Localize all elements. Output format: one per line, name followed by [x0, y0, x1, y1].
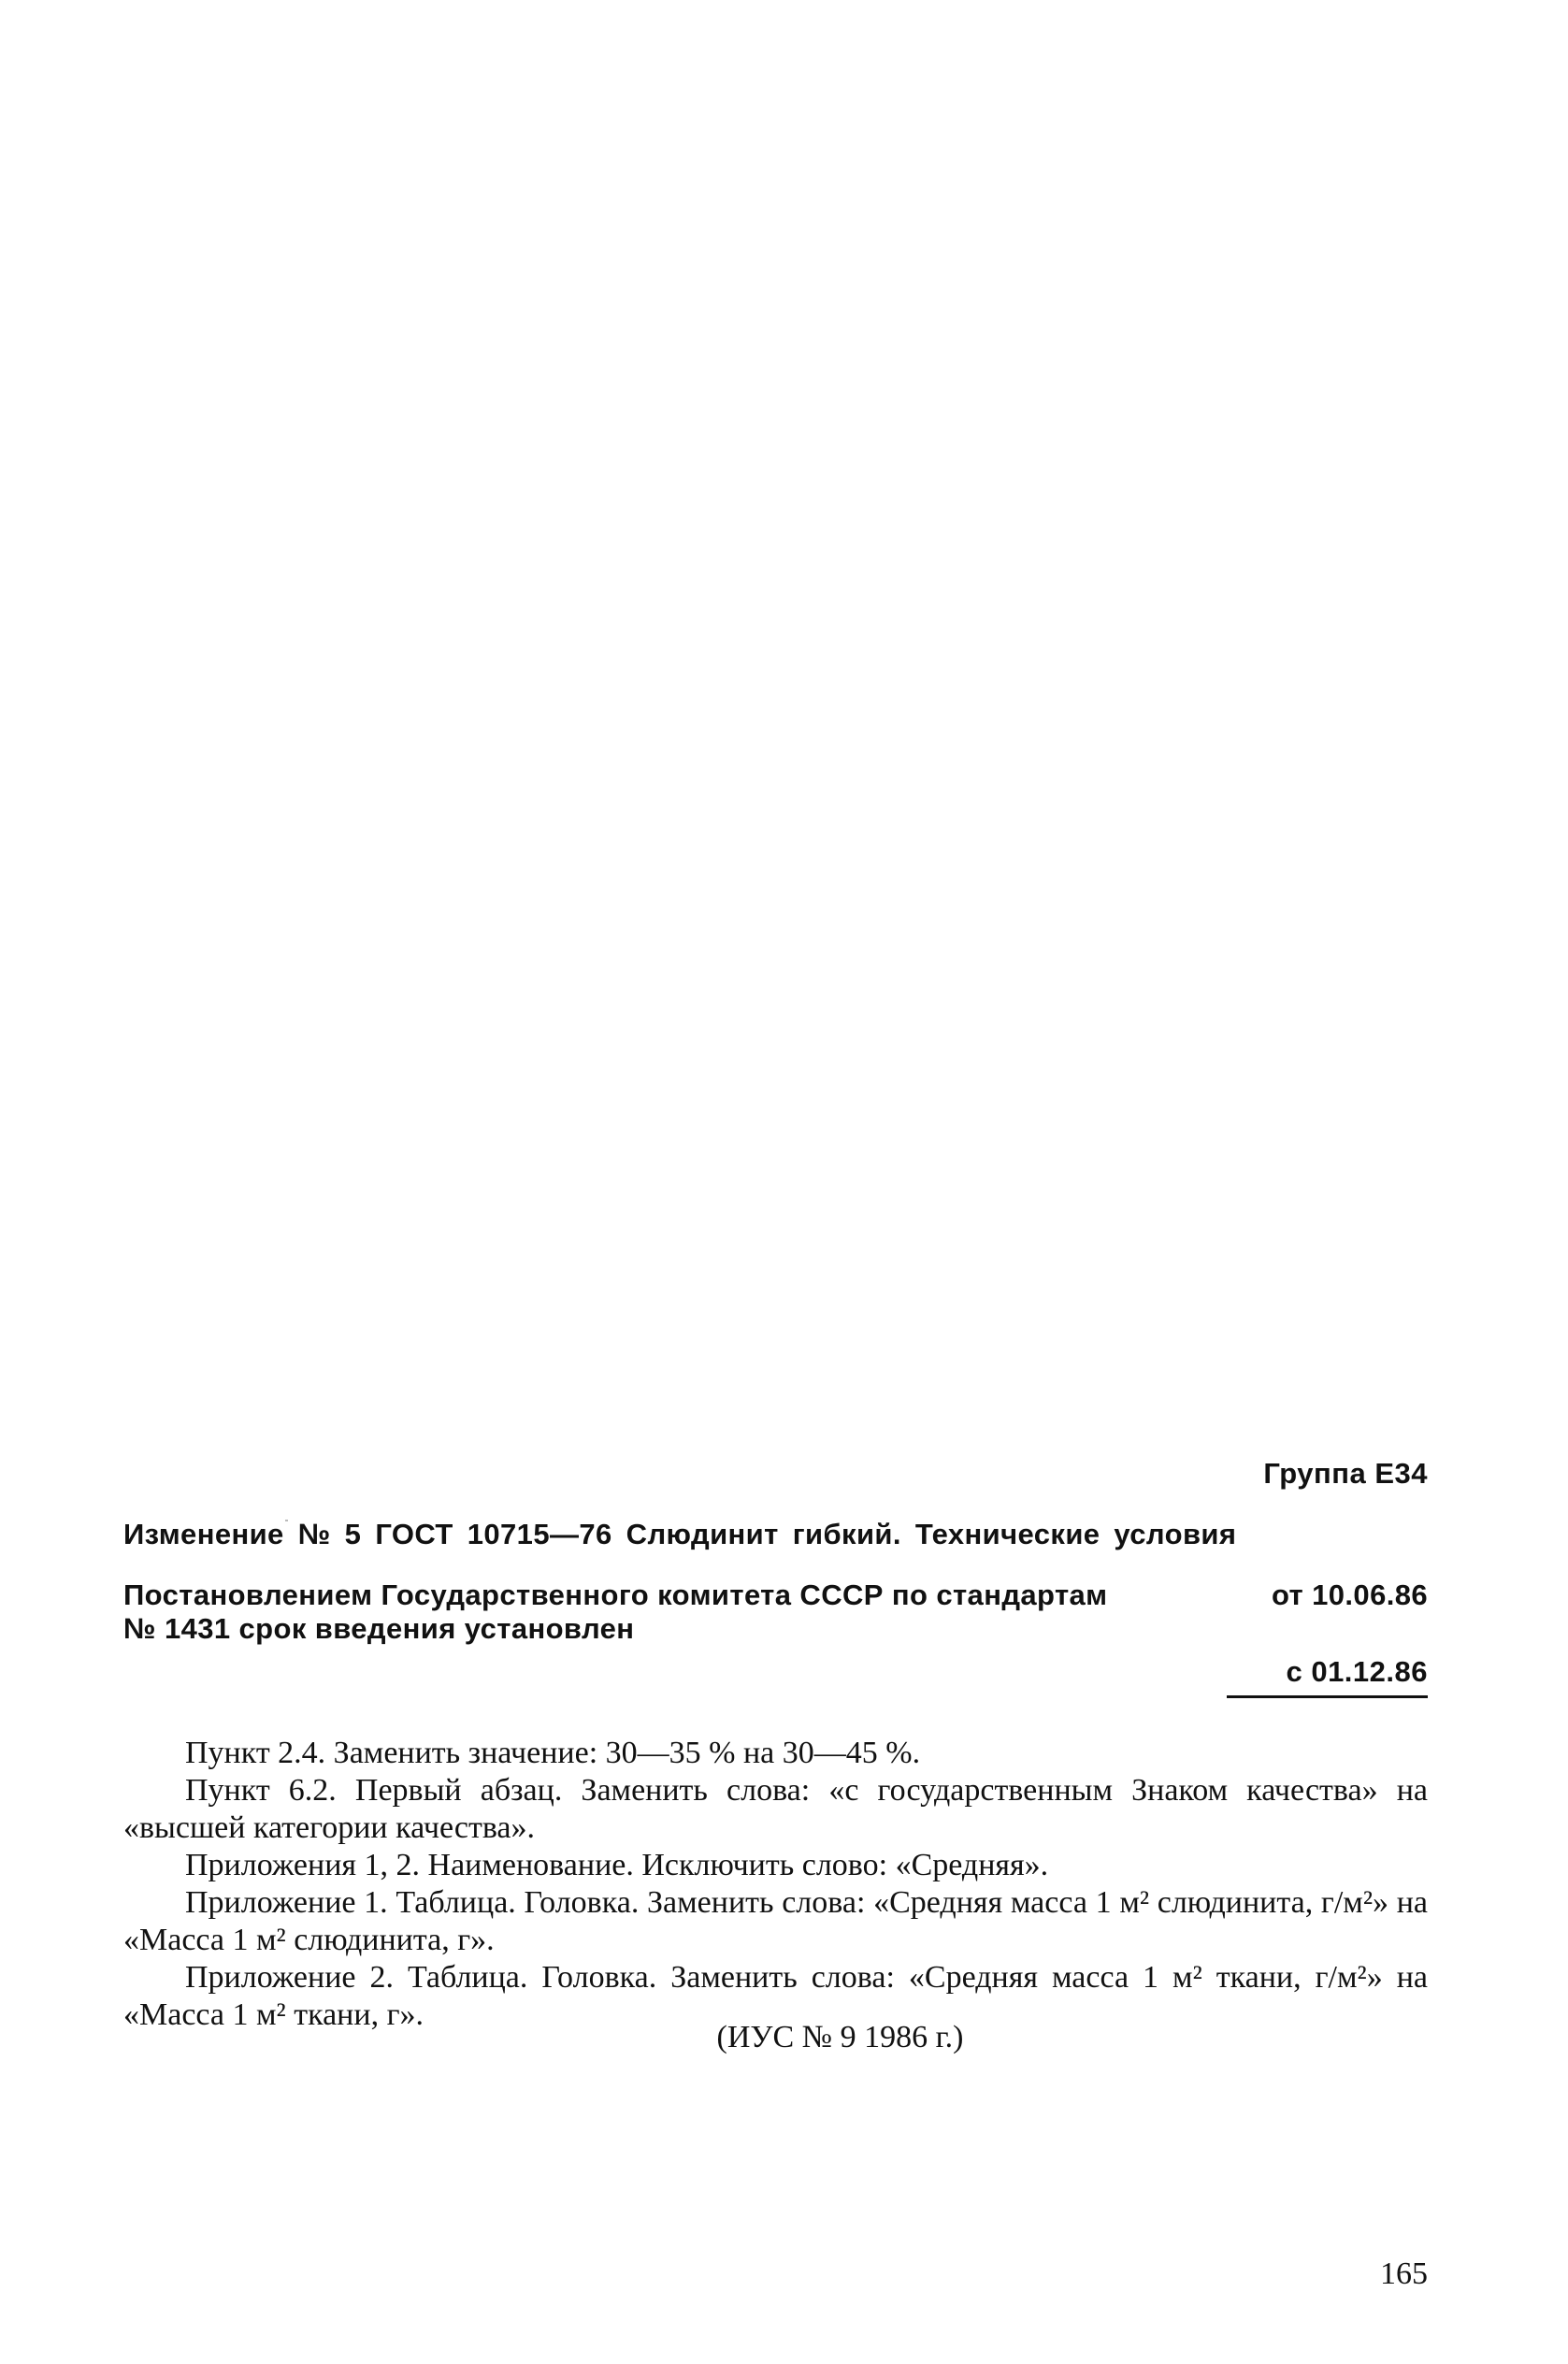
decree-line-1 [123, 1578, 1428, 1612]
decree-block [123, 1578, 1428, 1646]
effective-date-underline [1227, 1695, 1428, 1698]
effective-date: с 01.12.86 [1286, 1655, 1428, 1688]
decree-line-2: № 1431 срок введения установлен [123, 1612, 635, 1645]
paragraph-item-2-4: Пункт 2.4. Заменить значение: 30—35 % на 30—45 %. [185, 1736, 921, 1770]
paragraph-item-6-2: Пункт 6.2. Первый абзац. Заменить слова: «с государственным Знаком качества» на «высшей категории качества». [123, 1773, 1428, 1845]
source-reference: (ИУС № 9 1986 г.) [716, 2020, 964, 2054]
amendment-body [123, 1735, 1428, 2034]
group-label: Группа Е34 [1263, 1457, 1428, 1490]
decree-line-1-left: Постановлением Государственного комитета СССР по стандартам [123, 1578, 1108, 1611]
amendment-title: Изменение № 5 ГОСТ 10715—76 Слюдинит гибкий. Технические условия [123, 1518, 1237, 1550]
page-number: 165 [1380, 2256, 1428, 2291]
paragraph-appendices-1-2: Приложения 1, 2. Наименование. Исключить слово: «Средняя». [185, 1848, 1049, 1882]
paragraph-appendix-1: Приложение 1. Таблица. Головка. Заменить слова: «Средняя масса 1 м² слюдинита, г/м²» на «Масса 1 м² слюдинита, г». [123, 1885, 1428, 1957]
decree-date: от 10.06.86 [1271, 1578, 1428, 1611]
paragraph-appendix-2: Приложение 2. Таблица. Головка. Заменить слова: «Средняя масса 1 м² ткани, г/м²» на «Масса 1 м² ткани, г». [123, 1960, 1428, 2032]
